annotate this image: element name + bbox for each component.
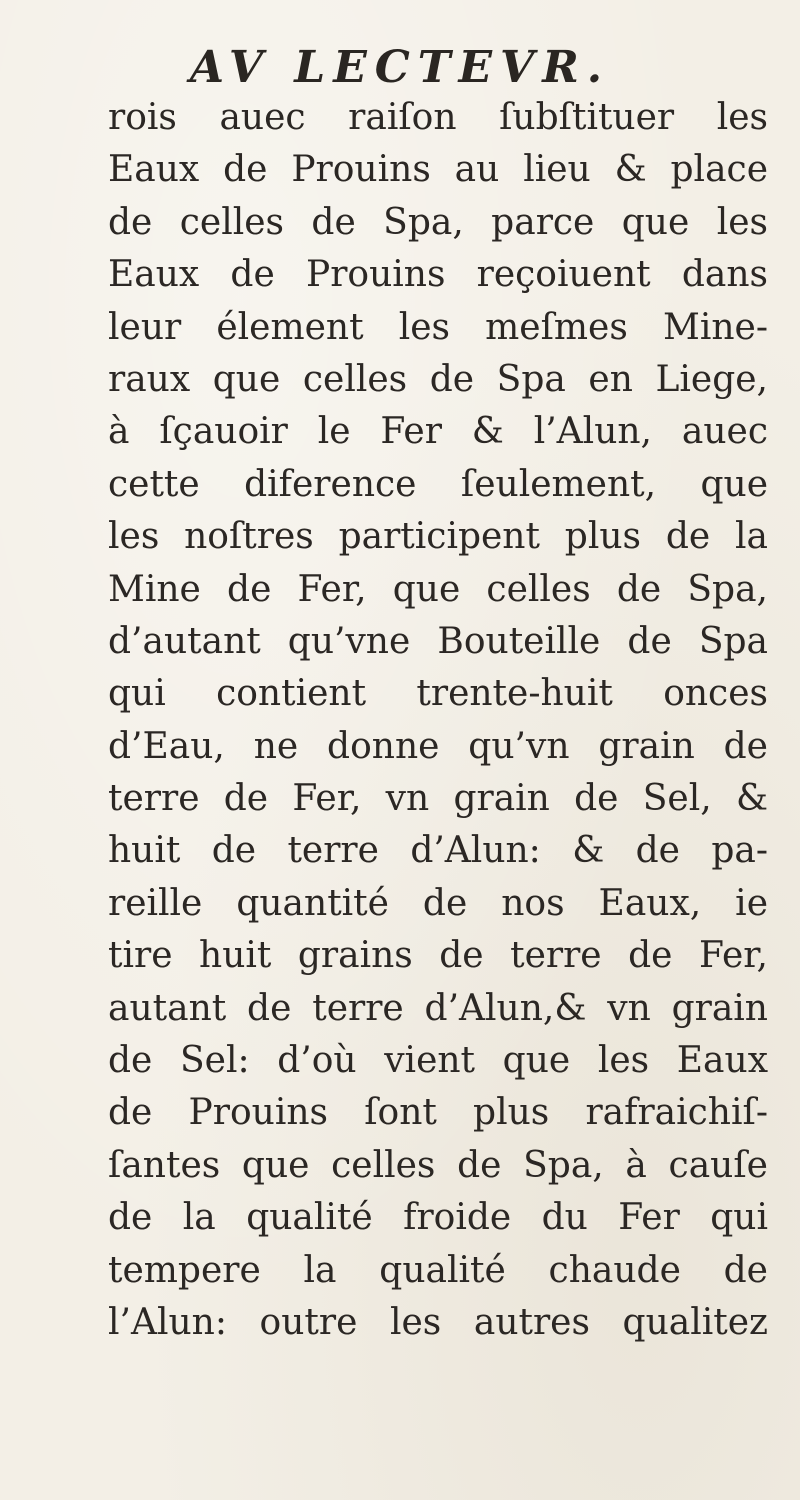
text-line: les noſtres participent plus de la xyxy=(108,516,768,558)
text-line: raux que celles de Spa en Liege, xyxy=(108,358,768,400)
text-line: autant de terre d’Alun,& vn grain xyxy=(108,987,768,1029)
text-line: reille quantité de nos Eaux, ie xyxy=(108,882,768,924)
text-line: l’Alun: outre les autres qualitez xyxy=(108,1301,768,1343)
text-line: Mine de Fer, que celles de Spa, xyxy=(108,568,768,610)
text-line: tempere la qualité chaude de xyxy=(108,1249,768,1291)
text-line: ſantes que celles de Spa, à cauſe xyxy=(108,1144,768,1186)
text-line: de la qualité froide du Fer qui xyxy=(108,1197,768,1239)
text-line: qui contient trente-huit onces xyxy=(108,673,768,715)
text-line: leur élement les meſmes Mine- xyxy=(108,306,768,348)
text-line: rois auec raiſon ſubſtituer les xyxy=(108,97,768,138)
running-head: AV LECTEVR. xyxy=(189,42,611,93)
text-line: à ſçauoir le Fer & l’Alun, auec xyxy=(108,411,768,453)
text-line: tire huit grains de terre de Fer, xyxy=(108,935,768,977)
text-line: d’autant qu’vne Bouteille de Spa xyxy=(108,620,768,662)
text-line: Eaux de Prouins reçoiuent dans xyxy=(108,254,768,296)
text-line: de celles de Spa, parce que les xyxy=(108,201,768,243)
body-text xyxy=(108,92,768,1349)
text-line: terre de Fer, vn grain de Sel, & xyxy=(108,778,768,820)
text-line: d’Eau, ne donne qu’vn grain de xyxy=(108,725,768,767)
text-line: Eaux de Prouins au lieu & place xyxy=(108,149,768,191)
text-line: de Prouins ſont plus rafraichiſ- xyxy=(108,1092,768,1134)
text-line: huit de terre d’Alun: & de pa- xyxy=(108,830,768,872)
text-line: de Sel: d’où vient que les Eaux xyxy=(108,1040,768,1082)
text-line: cette diference ſeulement, que xyxy=(108,463,768,505)
